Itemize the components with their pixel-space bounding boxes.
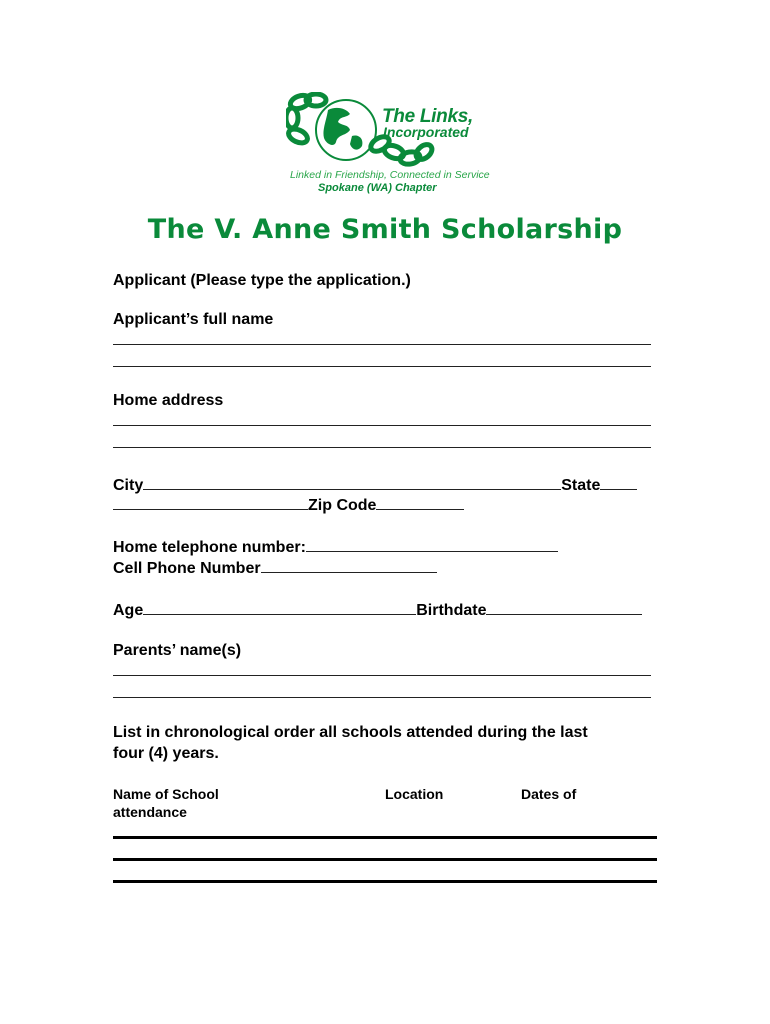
home-address-label: Home address (113, 392, 224, 409)
applicant-instruction: Applicant (Please type the application.) (113, 272, 411, 289)
logo-name-line2: Incorporated (383, 124, 469, 140)
schools-instruction-line-1: List in chronological order all schools attended during the last (113, 724, 588, 741)
links-logo (286, 92, 490, 198)
parents-field-line-1[interactable] (113, 675, 651, 676)
cell-phone-label: Cell Phone Number (113, 560, 261, 577)
home-phone-field[interactable] (306, 536, 558, 552)
home-address-field-line-2[interactable] (113, 447, 651, 448)
table-row[interactable] (113, 836, 657, 839)
table-row[interactable] (113, 880, 657, 883)
home-phone-label: Home telephone number: (113, 539, 306, 556)
table-row[interactable] (113, 858, 657, 861)
state-label: State (561, 477, 601, 494)
full-name-field-line-2[interactable] (113, 366, 651, 367)
zip-row (113, 494, 464, 516)
logo-tagline: Linked in Friendship, Connected in Service (290, 169, 490, 181)
zip-field[interactable] (376, 494, 464, 510)
city-state-row (113, 474, 637, 496)
schools-instruction-line-2: four (4) years. (113, 745, 219, 762)
full-name-field-line-1[interactable] (113, 344, 651, 345)
column-header-location: Location (385, 786, 444, 802)
state-field[interactable] (600, 474, 637, 490)
full-name-label: Applicant’s full name (113, 311, 274, 328)
column-header-dates: Dates of (521, 786, 577, 802)
parents-field-line-2[interactable] (113, 697, 651, 698)
age-birthdate-row (113, 599, 642, 621)
birthdate-label: Birthdate (416, 602, 487, 619)
age-field[interactable] (143, 599, 416, 615)
parents-label: Parents’ name(s) (113, 642, 242, 659)
cell-phone-row (113, 557, 437, 579)
home-phone-row (113, 536, 558, 558)
column-header-school-name: Name of School attendance (113, 786, 219, 820)
page-title: The V. Anne Smith Scholarship (147, 214, 623, 245)
city-label: City (113, 477, 144, 494)
logo-name: The Links, (382, 106, 473, 127)
city-field[interactable] (143, 474, 561, 490)
birthdate-field[interactable] (486, 599, 642, 615)
age-label: Age (113, 602, 144, 619)
city-field-continued[interactable] (113, 494, 308, 510)
zip-label: Zip Code (308, 497, 377, 514)
cell-phone-field[interactable] (261, 557, 437, 573)
home-address-field-line-1[interactable] (113, 425, 651, 426)
logo-chapter: Spokane (WA) Chapter (318, 182, 437, 194)
